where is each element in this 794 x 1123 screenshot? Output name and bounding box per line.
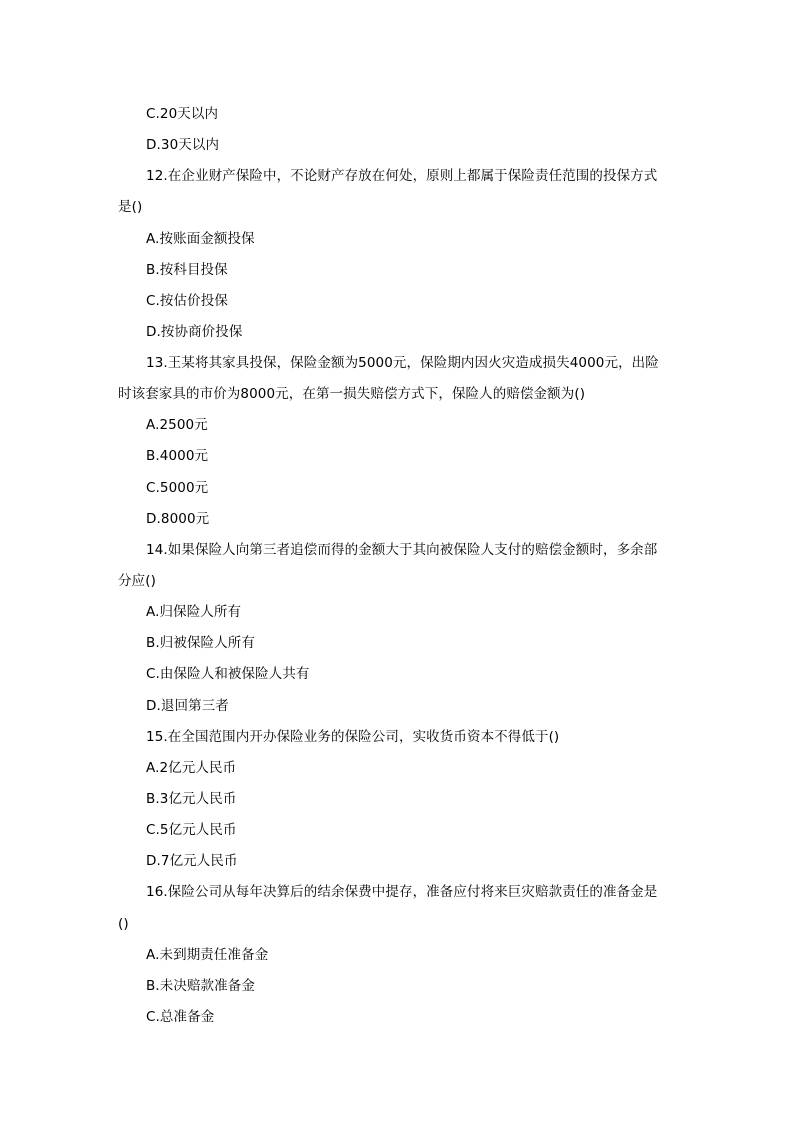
option-a-12: A.按账面金额投保 [146, 231, 255, 247]
option-a-13: A.2500元 [146, 417, 208, 433]
option-c-12: C.按估价投保 [146, 293, 228, 309]
option-d-15: D.7亿元人民币 [146, 853, 238, 869]
option-b-16: B.未决赔款准备金 [146, 978, 255, 994]
option-d-13: D.8000元 [146, 511, 210, 527]
question-12: 12.在企业财产保险中，不论财产存放在何处，原则上都属于保险责任范围的投保方式 [146, 168, 658, 184]
question-13: 13.王某将其家具投保，保险金额为5000元，保险期内因火灾造成损失4000元，出险 [146, 355, 659, 371]
question-16: 16.保险公司从每年决算后的结余保费中提存，准备应付将来巨灾赔款责任的准备金是 [146, 884, 658, 900]
option-d-12: D.按协商价投保 [146, 324, 243, 340]
option-a-14: A.归保险人所有 [146, 604, 242, 620]
option-b-13: B.4000元 [146, 448, 209, 464]
question-14-continued: 分应() [118, 573, 156, 589]
question-15: 15.在全国范围内开办保险业务的保险公司，实收货币资本不得低于() [146, 729, 560, 745]
option-a-15: A.2亿元人民币 [146, 760, 237, 776]
question-16-continued: () [118, 916, 129, 932]
question-14: 14.如果保险人向第三者追偿而得的金额大于其向被保险人支付的赔偿金额时，多余部 [146, 542, 658, 558]
option-c-14: C.由保险人和被保险人共有 [146, 666, 310, 682]
option-b-14: B.归被保险人所有 [146, 635, 255, 651]
option-c-13: C.5000元 [146, 480, 209, 496]
option-c-15: C.5亿元人民币 [146, 822, 237, 838]
question-13-continued: 时该套家具的市价为8000元，在第一损失赔偿方式下，保险人的赔偿金额为() [118, 386, 586, 402]
option-d-11: D.30天以内 [146, 137, 220, 153]
option-a-16: A.未到期责任准备金 [146, 947, 269, 963]
option-c-11: C.20天以内 [146, 106, 219, 122]
option-b-15: B.3亿元人民币 [146, 791, 237, 807]
option-c-16: C.总准备金 [146, 1009, 215, 1025]
option-b-12: B.按科目投保 [146, 262, 228, 278]
question-12-continued: 是() [118, 199, 143, 215]
option-d-14: D.退回第三者 [146, 698, 229, 714]
